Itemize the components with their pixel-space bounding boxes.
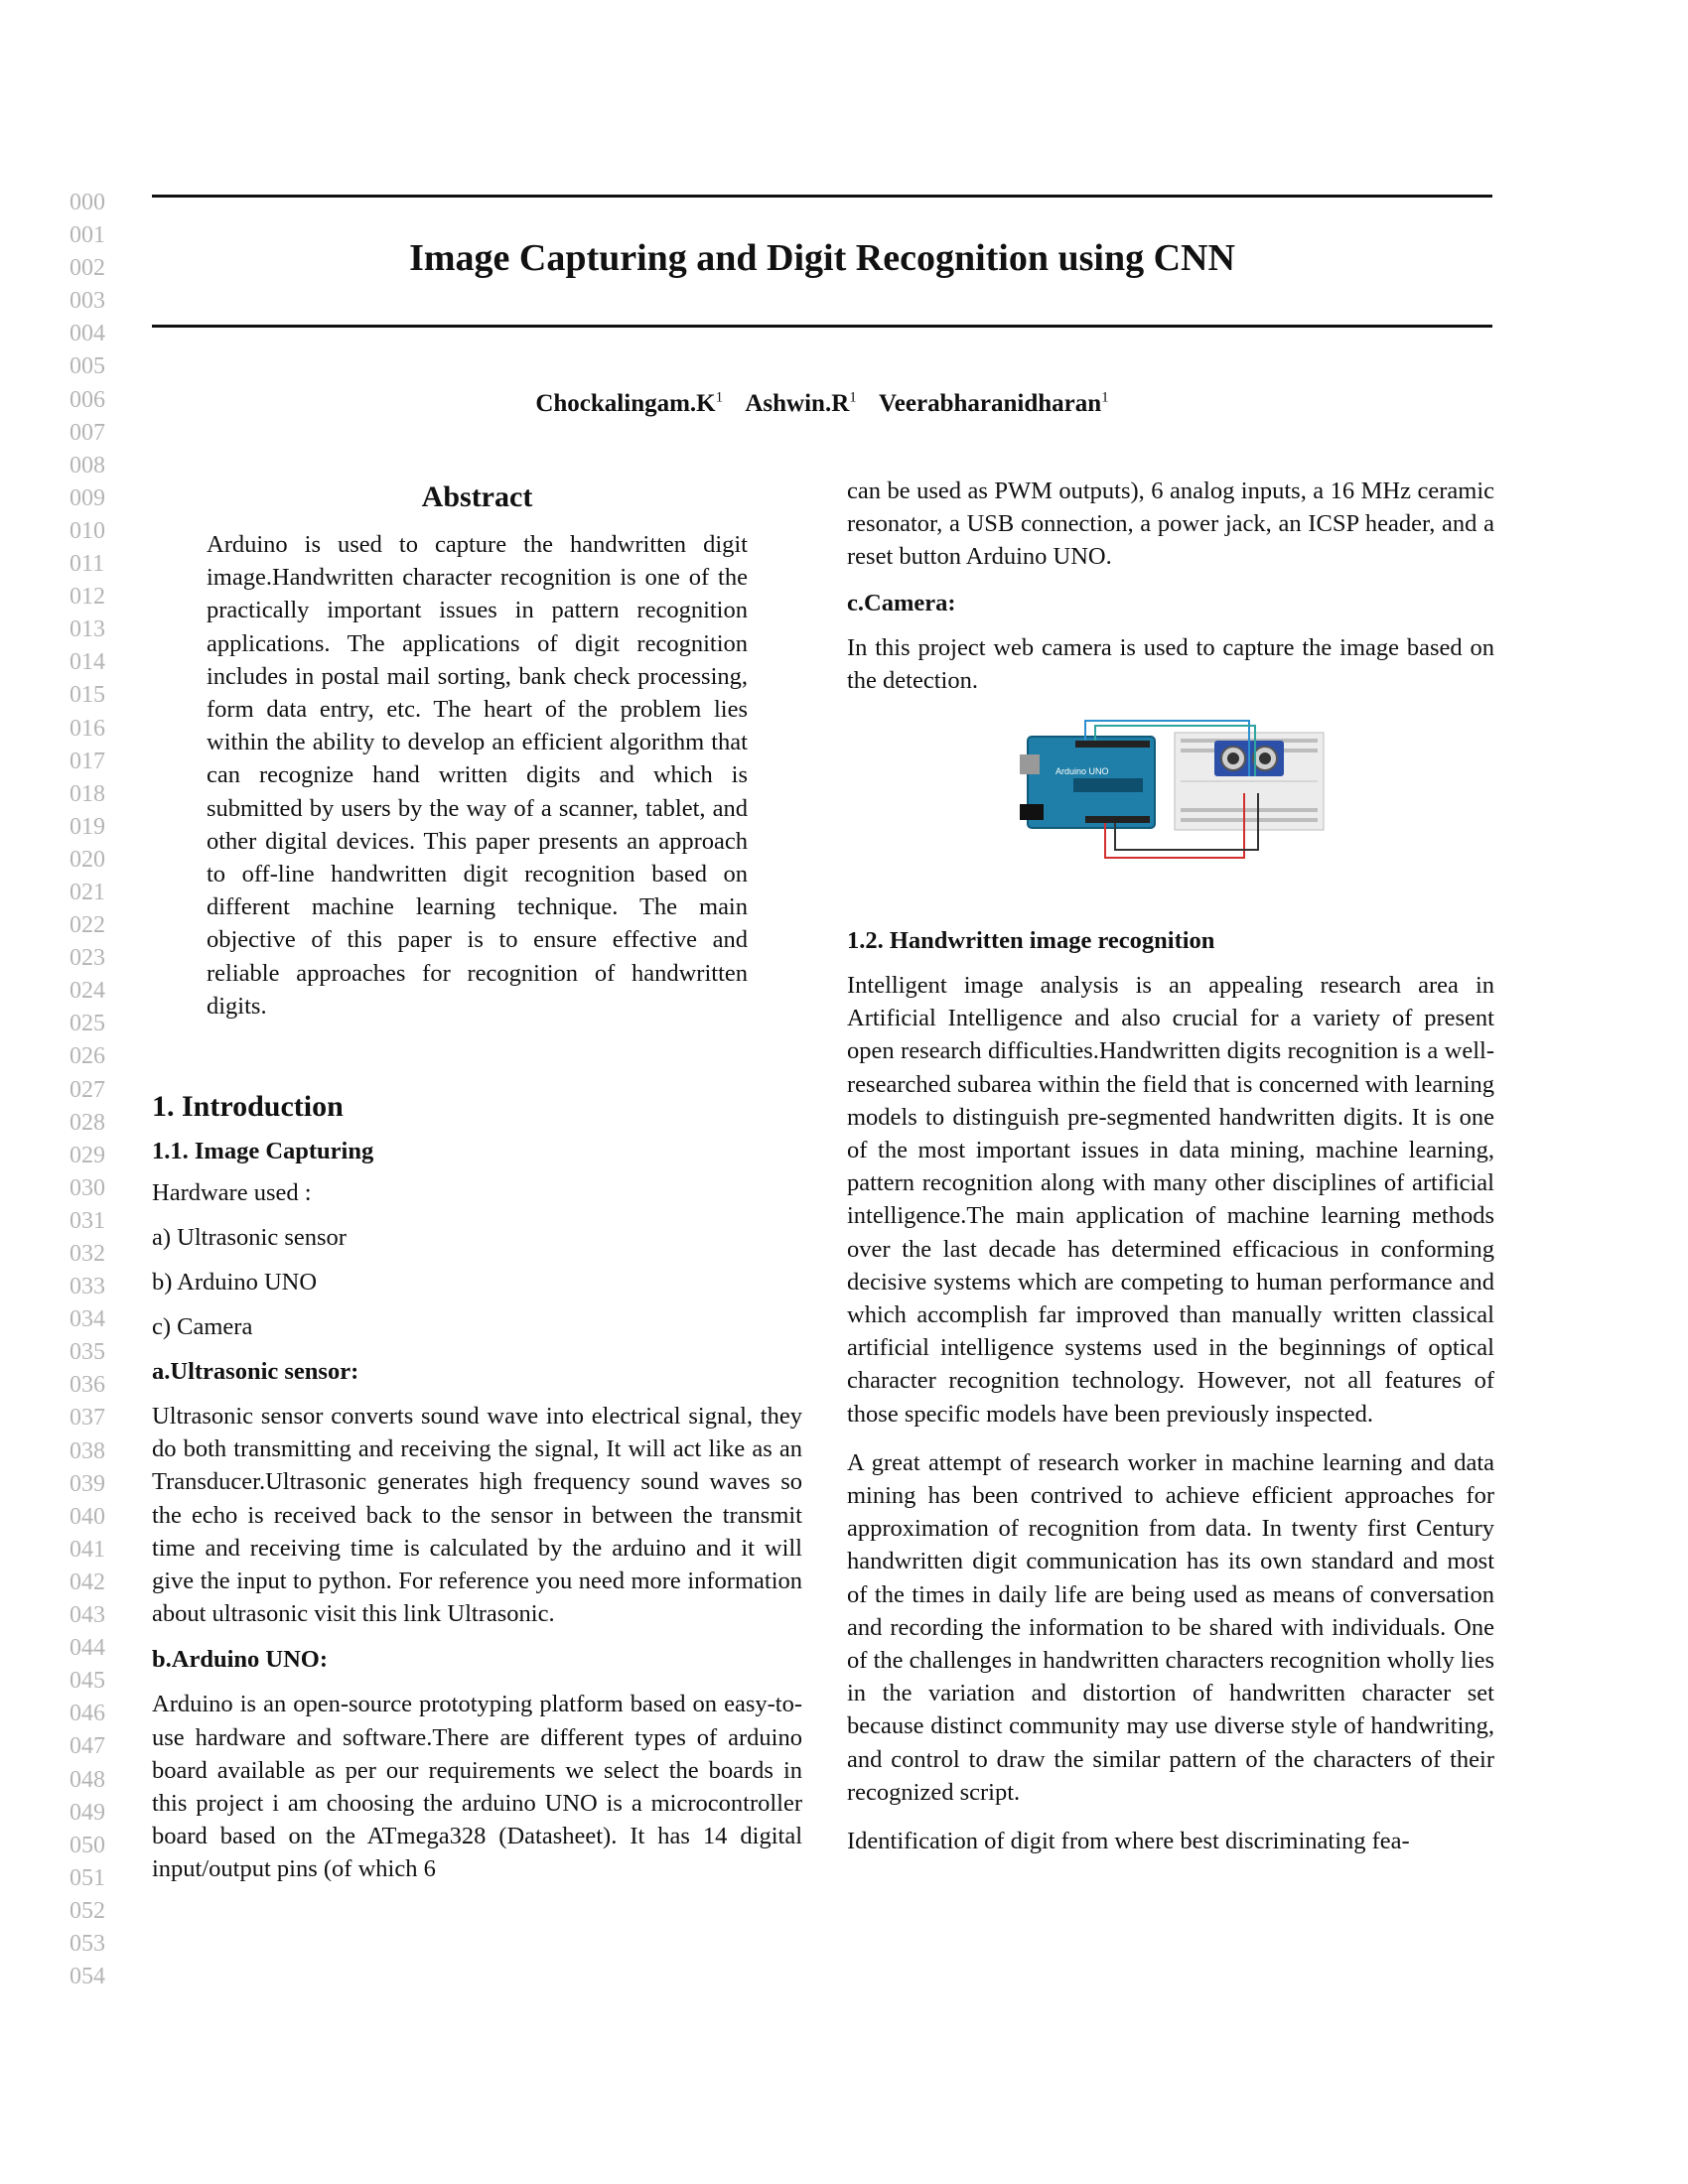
arduino-paragraph: Arduino is an open-source prototyping platform based on easy-to-use hardware and software.There are different types of arduino board available as per our requirements we select the boards in this project i am choosing the arduino UNO is a microcontroller board based on the ATmega328 (Datasheet). It has 14 digital input/output pins (of which 6 bbox=[152, 1691, 802, 1883]
line-number: 013 bbox=[70, 616, 105, 643]
left-column bbox=[152, 475, 802, 1902]
arduino-ultrasonic-wiring-diagram bbox=[1016, 719, 1343, 868]
line-number: 007 bbox=[70, 419, 105, 446]
line-number: 028 bbox=[70, 1109, 105, 1136]
line-number: 020 bbox=[70, 846, 105, 873]
power-jack bbox=[1020, 804, 1044, 820]
line-number: 034 bbox=[70, 1306, 105, 1333]
line-number: 011 bbox=[70, 551, 105, 578]
line-number: 002 bbox=[70, 255, 105, 282]
line-number: 036 bbox=[70, 1372, 105, 1399]
line-number: 024 bbox=[70, 978, 105, 1005]
handwritten-paragraph-1: Intelligent image analysis is an appealing research area in Artificial Intelligence and also crucial for a variety of present open research difficulties.Handwritten digits recognition is a well-researched subarea within the field that is concerned with learning models to distinguish pre-segmented handwritten digits. It is one of the most important issues in data mining, machine learning, pattern recognition along with many other disciplines of artificial intelligence.The main application of machine learning methods over the last decade has determined efficacious in conforming decisive systems which are competing to human performance and which accomplish far improved than manually written classical artificial intelligence systems used in the beginnings of optical character recognition technology. However, not all features of those specific models have been previously inspected. bbox=[847, 972, 1494, 1428]
author: Veerabharanidharan$^1$ bbox=[879, 390, 1109, 418]
sensor-transducer-core bbox=[1259, 752, 1271, 764]
line-number: 021 bbox=[70, 879, 105, 905]
line-number: 035 bbox=[70, 1339, 105, 1366]
usb-port bbox=[1020, 754, 1040, 774]
line-number: 048 bbox=[70, 1766, 105, 1793]
title-bottom-rule bbox=[152, 325, 1492, 328]
header-pins bbox=[1075, 741, 1150, 748]
line-number: 041 bbox=[70, 1536, 105, 1563]
line-number: 051 bbox=[70, 1864, 105, 1891]
hardware-item: b) Arduino UNO bbox=[152, 1269, 318, 1297]
line-number: 042 bbox=[70, 1569, 105, 1595]
abstract-text: Arduino is used to capture the handwritten digit image.Handwritten character recognition is one of the practically important issues in pattern recognition applications. The applications of digit recognition includes in postal mail sorting, bank check processing, form data entry, etc. The heart of the problem lies within the ability to develop an efficient algorithm that can recognize hand written digits and which is submitted by users by the way of a scanner, tablet, and other digital devices. This paper presents an approach to off-line handwritten digit recognition based on different machine learning technique. The main objective of this paper is to ensure effective and reliable approaches for recognition of handwritten digits. bbox=[207, 531, 748, 1020]
line-number: 038 bbox=[70, 1437, 105, 1464]
line-number: 005 bbox=[70, 353, 105, 380]
line-number: 032 bbox=[70, 1241, 105, 1267]
line-number: 008 bbox=[70, 452, 105, 478]
line-number: 053 bbox=[70, 1930, 105, 1957]
line-number: 044 bbox=[70, 1635, 105, 1662]
line-number: 016 bbox=[70, 715, 105, 742]
line-number: 029 bbox=[70, 1142, 105, 1168]
circuit-figure bbox=[847, 719, 1494, 868]
camera-heading: c.Camera: bbox=[847, 589, 956, 616]
line-number: 040 bbox=[70, 1503, 105, 1530]
abstract-heading: Abstract bbox=[421, 480, 533, 513]
line-number: 003 bbox=[70, 288, 105, 315]
sensor-transducer-core bbox=[1227, 752, 1239, 764]
ultrasonic-paragraph: Ultrasonic sensor converts sound wave into electrical signal, they do both transmitting and receiving the signal, It will act like as an Transducer.Ultrasonic generates high frequency sound waves so the echo is received back to the sensor in between the transmit time and receiving time is calculated by the arduino and it will give the input to python. For reference you need more information about ultrasonic visit this link Ultrasonic. bbox=[152, 1403, 802, 1628]
line-number: 001 bbox=[70, 222, 105, 249]
line-number: 000 bbox=[70, 190, 105, 215]
line-number: 030 bbox=[70, 1174, 105, 1201]
line-number: 031 bbox=[70, 1207, 105, 1234]
line-number: 047 bbox=[70, 1733, 105, 1760]
author: $Chockalingam.K^1$ bbox=[535, 390, 724, 418]
line-number: 052 bbox=[70, 1897, 105, 1924]
title-top-rule bbox=[152, 195, 1492, 198]
line-number: 009 bbox=[70, 484, 105, 511]
line-numbers bbox=[70, 187, 129, 1993]
hardware-item: c) Camera bbox=[152, 1313, 253, 1341]
handwritten-paragraph-3: Identification of digit from where best discriminating fea- bbox=[847, 1828, 1410, 1855]
line-number: 022 bbox=[70, 912, 105, 939]
line-number: 014 bbox=[70, 649, 105, 676]
right-column bbox=[847, 475, 1494, 1873]
line-number: 023 bbox=[70, 945, 105, 972]
line-number: 015 bbox=[70, 682, 105, 709]
board-label: Arduino UNO bbox=[1055, 766, 1109, 777]
line-number: 006 bbox=[70, 386, 105, 413]
hardware-label: Hardware used : bbox=[152, 1179, 312, 1207]
arduino-paragraph-continued: can be used as PWM outputs), 6 analog inputs, a 16 MHz ceramic resonator, a USB connection, a power jack, an ICSP header, and a reset button Arduino UNO. bbox=[847, 478, 1494, 571]
author: $Ashwin.R^1$ bbox=[745, 390, 857, 418]
line-number: 027 bbox=[70, 1076, 105, 1103]
subsection-heading-handwritten-recognition: 1.2. Handwritten image recognition bbox=[847, 927, 1215, 955]
line-number: 017 bbox=[70, 748, 105, 774]
line-number: 025 bbox=[70, 1011, 105, 1037]
line-number: 043 bbox=[70, 1602, 105, 1629]
section-heading-introduction: 1. Introduction bbox=[152, 1090, 344, 1124]
line-number: 054 bbox=[70, 1964, 105, 1990]
line-number: 018 bbox=[70, 780, 105, 807]
line-number: 012 bbox=[70, 584, 105, 611]
chip bbox=[1073, 778, 1143, 792]
line-number: 037 bbox=[70, 1405, 105, 1432]
author-list bbox=[152, 390, 1492, 418]
arduino-heading: b.Arduino UNO: bbox=[152, 1646, 328, 1674]
hardware-item: a) Ultrasonic sensor bbox=[152, 1224, 347, 1252]
line-number: 039 bbox=[70, 1470, 105, 1497]
header-pins bbox=[1085, 816, 1150, 823]
line-number: 010 bbox=[70, 517, 105, 544]
line-number: 004 bbox=[70, 321, 105, 347]
handwritten-paragraph-2: A great attempt of research worker in machine learning and data mining has been contrived to achieve efficient approaches for approximation of recognition from data. In twenty first Century handwritten digit communication has its own standard and most of the times in daily life are being used as means of conversation and recording the information to be shared with individuals. One of the challenges in handwritten characters recognition wholly lies in the variation and distortion of handwritten character set because distinct community may use diverse style of handwriting, and control to draw the similar pattern of the characters of their recognized script. bbox=[847, 1448, 1494, 1806]
paper-title: Image Capturing and Digit Recognition using CNN bbox=[409, 237, 1235, 279]
camera-paragraph: In this project web camera is used to capture the image based on the detection. bbox=[847, 633, 1494, 694]
line-number: 045 bbox=[70, 1668, 105, 1695]
line-number: 019 bbox=[70, 813, 105, 840]
ultrasonic-heading: a.Ultrasonic sensor: bbox=[152, 1358, 359, 1386]
line-number: 050 bbox=[70, 1832, 105, 1858]
line-number: 026 bbox=[70, 1043, 105, 1070]
line-number: 046 bbox=[70, 1701, 105, 1727]
line-number: 049 bbox=[70, 1799, 105, 1826]
subsection-heading-image-capturing: 1.1. Image Capturing bbox=[152, 1138, 374, 1165]
line-number: 033 bbox=[70, 1274, 105, 1300]
